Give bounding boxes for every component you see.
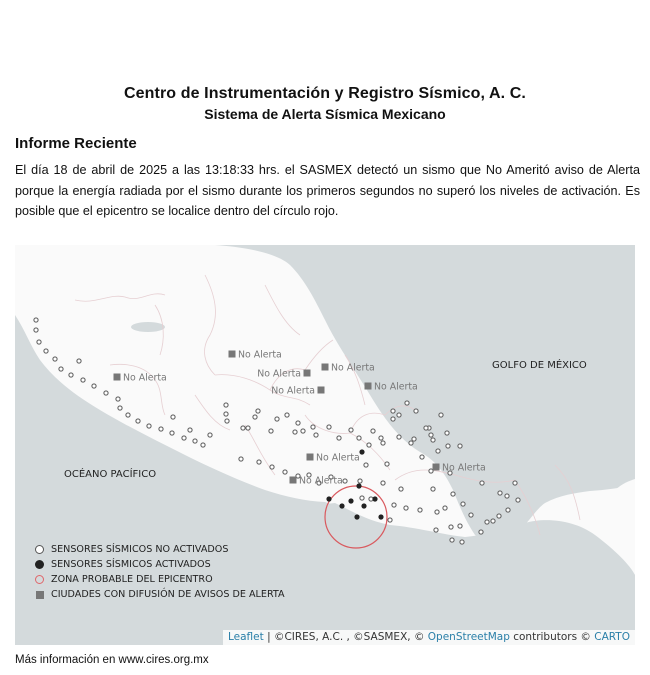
gray-square-icon (36, 591, 44, 599)
sensor-inactive (388, 518, 392, 522)
sensor-inactive (256, 409, 260, 413)
sensor-inactive (34, 328, 38, 332)
city-status-label: No Alerta (374, 381, 418, 393)
city-square-icon (322, 364, 329, 371)
sensor-inactive (367, 443, 371, 447)
sensor-inactive (381, 481, 385, 485)
sensor-inactive (170, 431, 174, 435)
sensor-inactive (126, 413, 130, 417)
sensor-active (326, 496, 331, 501)
city-status-label: No Alerta (316, 452, 360, 464)
sensor-inactive (405, 401, 409, 405)
sensor-inactive (364, 463, 368, 467)
sensor-inactive (314, 433, 318, 437)
sensor-inactive (241, 426, 245, 430)
attr-sep: | (263, 631, 274, 643)
sensor-inactive (414, 409, 418, 413)
legend-label: CIUDADES CON DIFUSIÓN DE AVISOS DE ALERTA (51, 589, 285, 600)
legend-label: ZONA PROBABLE DEL EPICENTRO (51, 574, 213, 585)
sensor-inactive (506, 508, 510, 512)
sensor-inactive (392, 503, 396, 507)
sensor-inactive (513, 481, 517, 485)
red-ring-icon (35, 575, 44, 584)
attr-owners: ©CIRES, A.C. , ©SASMEX, © (273, 631, 428, 643)
sensor-inactive (436, 449, 440, 453)
sensor-inactive (381, 441, 385, 445)
sensor-inactive (485, 520, 489, 524)
city-status-label: No Alerta (238, 349, 282, 361)
sensor-inactive (397, 435, 401, 439)
report-text: El día 18 de abril de 2025 a las 13:18:33 hrs. el SASMEX detectó un sismo que No Ameritó aviso de Alerta porque la energía radiada por el sismo durante los primeros segundos no superó los niveles de activación. Es posible que el epicentro se localice dentro del círculo rojo. (15, 163, 640, 218)
sensor-inactive (253, 415, 257, 419)
sensor-inactive (147, 424, 151, 428)
sensor-inactive (469, 513, 473, 517)
sensor-inactive (357, 436, 361, 440)
sensor-inactive (257, 460, 261, 464)
report-heading: Informe Reciente (15, 135, 137, 152)
sensor-inactive (431, 487, 435, 491)
sensor-inactive (397, 413, 401, 417)
sensor-inactive (246, 426, 250, 430)
legend-item-active (35, 557, 285, 572)
sensor-inactive (435, 510, 439, 514)
sensor-inactive (193, 439, 197, 443)
sensor-inactive (296, 421, 300, 425)
legend-item-zone (35, 572, 285, 587)
sensor-inactive (34, 318, 38, 322)
gulf-label: GOLFO DE MÉXICO (492, 360, 587, 371)
sensor-inactive (201, 443, 205, 447)
sensor-active (361, 503, 366, 508)
sensor-inactive (458, 444, 462, 448)
sensor-inactive (337, 436, 341, 440)
sensor-inactive (409, 441, 413, 445)
sensor-inactive (343, 479, 347, 483)
open-circle-icon (35, 545, 44, 554)
sensor-inactive (270, 465, 274, 469)
sensor-inactive (404, 506, 408, 510)
sensor-inactive (445, 431, 449, 435)
sensor-inactive (379, 436, 383, 440)
sensor-inactive (301, 429, 305, 433)
sensor-inactive (81, 378, 85, 382)
sensor-inactive (360, 496, 364, 500)
sensor-inactive (461, 502, 465, 506)
city-square-icon (229, 351, 236, 358)
sensor-inactive (349, 428, 353, 432)
sensor-inactive (311, 425, 315, 429)
city-status-label: No Alerta (442, 462, 486, 474)
city-square-icon (307, 454, 314, 461)
sensor-inactive (449, 525, 453, 529)
legend-item-inactive (35, 542, 285, 557)
legend-label: SENSORES SÍSMICOS ACTIVADOS (51, 559, 211, 570)
sensor-inactive (239, 457, 243, 461)
sensor-inactive (498, 491, 502, 495)
carto-link[interactable]: CARTO (594, 631, 630, 643)
sensor-active (378, 514, 383, 519)
sensor-active (359, 449, 364, 454)
sensor-inactive (371, 429, 375, 433)
lake (131, 322, 165, 332)
city-square-icon (433, 464, 440, 471)
sensor-inactive (446, 444, 450, 448)
sensor-inactive (460, 540, 464, 544)
city-status-label: No Alerta (123, 372, 167, 384)
sensor-inactive (399, 487, 403, 491)
sensor-inactive (69, 373, 73, 377)
sensor-inactive (225, 419, 229, 423)
city-status-label: No Alerta (299, 475, 343, 487)
sensor-inactive (224, 412, 228, 416)
city-square-icon (365, 383, 372, 390)
seismic-map[interactable] (15, 245, 635, 645)
osm-link[interactable]: OpenStreetMap (427, 631, 510, 643)
sensor-active (348, 498, 353, 503)
sensor-inactive (516, 498, 520, 502)
sensor-inactive (275, 417, 279, 421)
city-square-icon (290, 477, 297, 484)
sensor-inactive (391, 417, 395, 421)
city-status-label: No Alerta (331, 362, 375, 374)
sensor-inactive (53, 357, 57, 361)
sensor-inactive (293, 430, 297, 434)
sensor-inactive (358, 479, 362, 483)
sensor-active (356, 483, 361, 488)
sensor-inactive (424, 426, 428, 430)
sensor-inactive (439, 413, 443, 417)
sensor-inactive (434, 528, 438, 532)
sensor-active (372, 496, 377, 501)
map-attribution (223, 630, 635, 645)
sensor-inactive (116, 397, 120, 401)
sensor-inactive (208, 433, 212, 437)
sensor-inactive (443, 506, 447, 510)
sensor-inactive (480, 481, 484, 485)
filled-circle-icon (35, 560, 44, 569)
sensor-inactive (491, 519, 495, 523)
page-title: Centro de Instrumentación y Registro Sísmico, A. C. (124, 85, 526, 102)
sensor-inactive (450, 538, 454, 542)
sensor-inactive (479, 530, 483, 534)
sensor-inactive (182, 436, 186, 440)
map-legend (35, 542, 285, 602)
footer-info: Más información en www.cires.org.mx (15, 654, 209, 666)
city-square-icon (304, 370, 311, 377)
sensor-inactive (59, 367, 63, 371)
sensor-inactive (188, 428, 192, 432)
sensor-inactive (497, 514, 501, 518)
sensor-inactive (327, 425, 331, 429)
sensor-inactive (458, 524, 462, 528)
sensor-inactive (44, 349, 48, 353)
leaflet-link[interactable]: Leaflet (227, 631, 264, 643)
sensor-inactive (171, 415, 175, 419)
sensor-inactive (37, 340, 41, 344)
sensor-active (354, 514, 359, 519)
sensor-inactive (269, 429, 273, 433)
sensor-inactive (136, 419, 140, 423)
sensor-inactive (431, 438, 435, 442)
sensor-inactive (385, 462, 389, 466)
sensor-inactive (77, 359, 81, 363)
sensor-inactive (391, 409, 395, 413)
legend-item-cities (35, 587, 285, 602)
sensor-inactive (505, 494, 509, 498)
sensor-inactive (418, 508, 422, 512)
page-subtitle: Sistema de Alerta Sísmica Mexicano (204, 106, 446, 122)
sensor-inactive (283, 470, 287, 474)
sensor-inactive (412, 437, 416, 441)
sensor-inactive (429, 433, 433, 437)
city-status-label: No Alerta (271, 385, 315, 397)
sensor-inactive (224, 403, 228, 407)
attr-contrib: contributors © (509, 631, 595, 643)
city-status-label: No Alerta (257, 368, 301, 380)
pacific-label: OCÉANO PACÍFICO (64, 469, 157, 480)
sensor-inactive (92, 384, 96, 388)
legend-label: SENSORES SÍSMICOS NO ACTIVADOS (51, 544, 229, 555)
sensor-inactive (159, 427, 163, 431)
sensor-inactive (420, 455, 424, 459)
sensor-inactive (118, 406, 122, 410)
city-square-icon (318, 387, 325, 394)
sensor-inactive (104, 391, 108, 395)
city-square-icon (114, 374, 121, 381)
sensor-inactive (429, 469, 433, 473)
sensor-inactive (285, 413, 289, 417)
sensor-active (339, 503, 344, 508)
sensor-inactive (451, 492, 455, 496)
